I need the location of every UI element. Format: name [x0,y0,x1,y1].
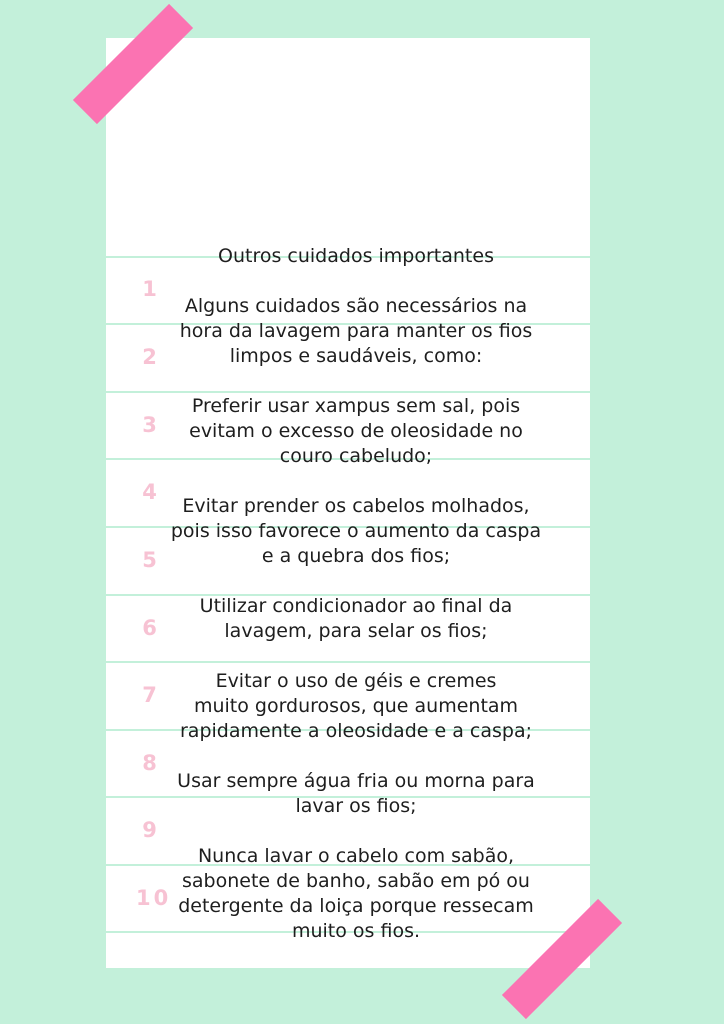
text-line: Alguns cuidados são necessários na [184,295,528,317]
text-line: Usar sempre água fria ou morna para [177,770,535,792]
text-line: limpos e saudáveis, como: [229,345,483,367]
line-number: 3 [142,413,158,437]
line-number: 6 [142,616,158,640]
care-item [150,594,562,644]
line-number: 4 [142,480,158,504]
text-line: hora da lavagem para manter os fios [179,320,533,342]
text-line: muito gordurosos, que aumentam [193,695,519,717]
text-line: pois isso favorece o aumento da caspa [170,520,542,542]
text-line: couro cabeludo; [279,445,433,467]
text-line: e a quebra dos fios; [261,545,451,567]
line-number: 9 [142,818,158,842]
care-item [150,669,562,744]
text-line: lavar os fios; [295,795,417,817]
text-line: Evitar o uso de géis e cremes [215,670,497,692]
care-item [150,844,562,944]
text-line: muito os fios. [291,920,421,942]
line-number: 10 [136,886,172,910]
intro-paragraph [150,294,562,369]
line-number: 5 [142,548,158,572]
text-line: Utilizar condicionador ao final da [199,595,513,617]
text-line: lavagem, para selar os fios; [224,620,488,642]
line-number: 8 [142,751,158,775]
text-line: detergente da loiça porque ressecam [178,895,534,917]
line-number: 7 [142,683,158,707]
text-line: Nunca lavar o cabelo com sabão, [197,845,515,867]
care-item [150,494,562,569]
text-line: sabonete de banho, sabão em pó ou [182,870,530,892]
line-number: 1 [142,277,158,301]
text-line: Preferir usar xampus sem sal, pois [191,395,521,417]
text-line: rapidamente a oleosidade e a caspa; [180,720,532,742]
care-item [150,394,562,469]
line-number: 2 [142,345,158,369]
care-item [150,769,562,819]
text-line: evitam o excesso de oleosidade no [189,420,523,442]
content-column [150,244,562,944]
text-line: Evitar prender os cabelos molhados, [182,495,530,517]
page-title: Outros cuidados importantes [218,245,494,267]
